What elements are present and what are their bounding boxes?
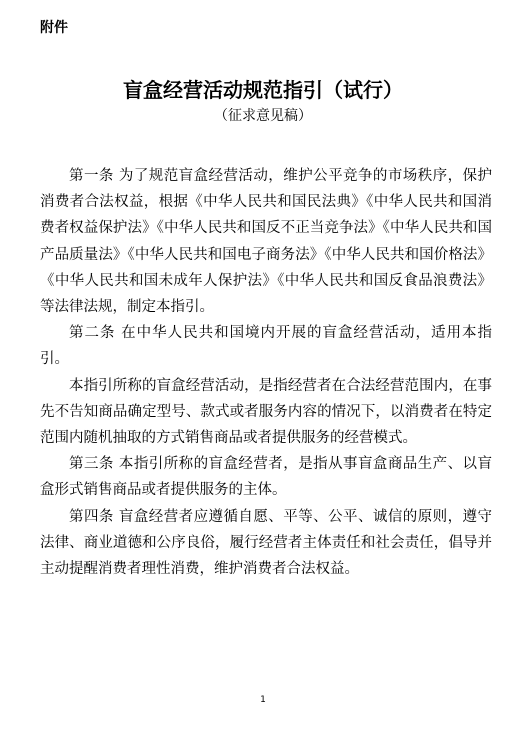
attachment-label: 附件 bbox=[40, 20, 68, 36]
document-title: 盲盒经营活动规范指引（试行） bbox=[123, 78, 403, 102]
blind-box-definition-paragraph: 本指引所称的盲盒经营活动，是指经营者在合法经营范围内，在事先不告知商品确定型号、款式或者服务内容的情况下，以消费者在特定范围内随机抽取的方式销售商品或者提供服务的经营模式。 bbox=[40, 377, 492, 447]
article-2-paragraph: 第二条 在中华人民共和国境内开展的盲盒经营活动，适用本指引。 bbox=[40, 325, 492, 368]
document-subtitle: （征求意见稿） bbox=[214, 108, 312, 124]
article-3-paragraph: 第三条 本指引所称的盲盒经营者，是指从事盲盒商品生产、以盲盒形式销售商品或者提供服务的主体。 bbox=[40, 456, 492, 499]
document-body bbox=[40, 163, 492, 582]
article-4-paragraph: 第四条 盲盒经营者应遵循自愿、平等、公平、诚信的原则，遵守法律、商业道德和公序良俗，履行经营者主体责任和社会责任，倡导并主动提醒消费者理性消费，维护消费者合法权益。 bbox=[40, 508, 492, 578]
article-1-paragraph: 第一条 为了规范盲盒经营活动，维护公平竞争的市场秩序，保护消费者合法权益，根据《中华人民共和国民法典》《中华人民共和国消费者权益保护法》《中华人民共和国反不正当竞争法》《中华人民共和国产品质量法》《中华人民共和国电子商务法》《中华人民共和国价格法》《中华人民共和国未成年人保护法》《中华人民共和国反食品浪费法》等法律法规，制定本指引。 bbox=[40, 168, 492, 316]
page-number: 1 bbox=[260, 695, 266, 705]
